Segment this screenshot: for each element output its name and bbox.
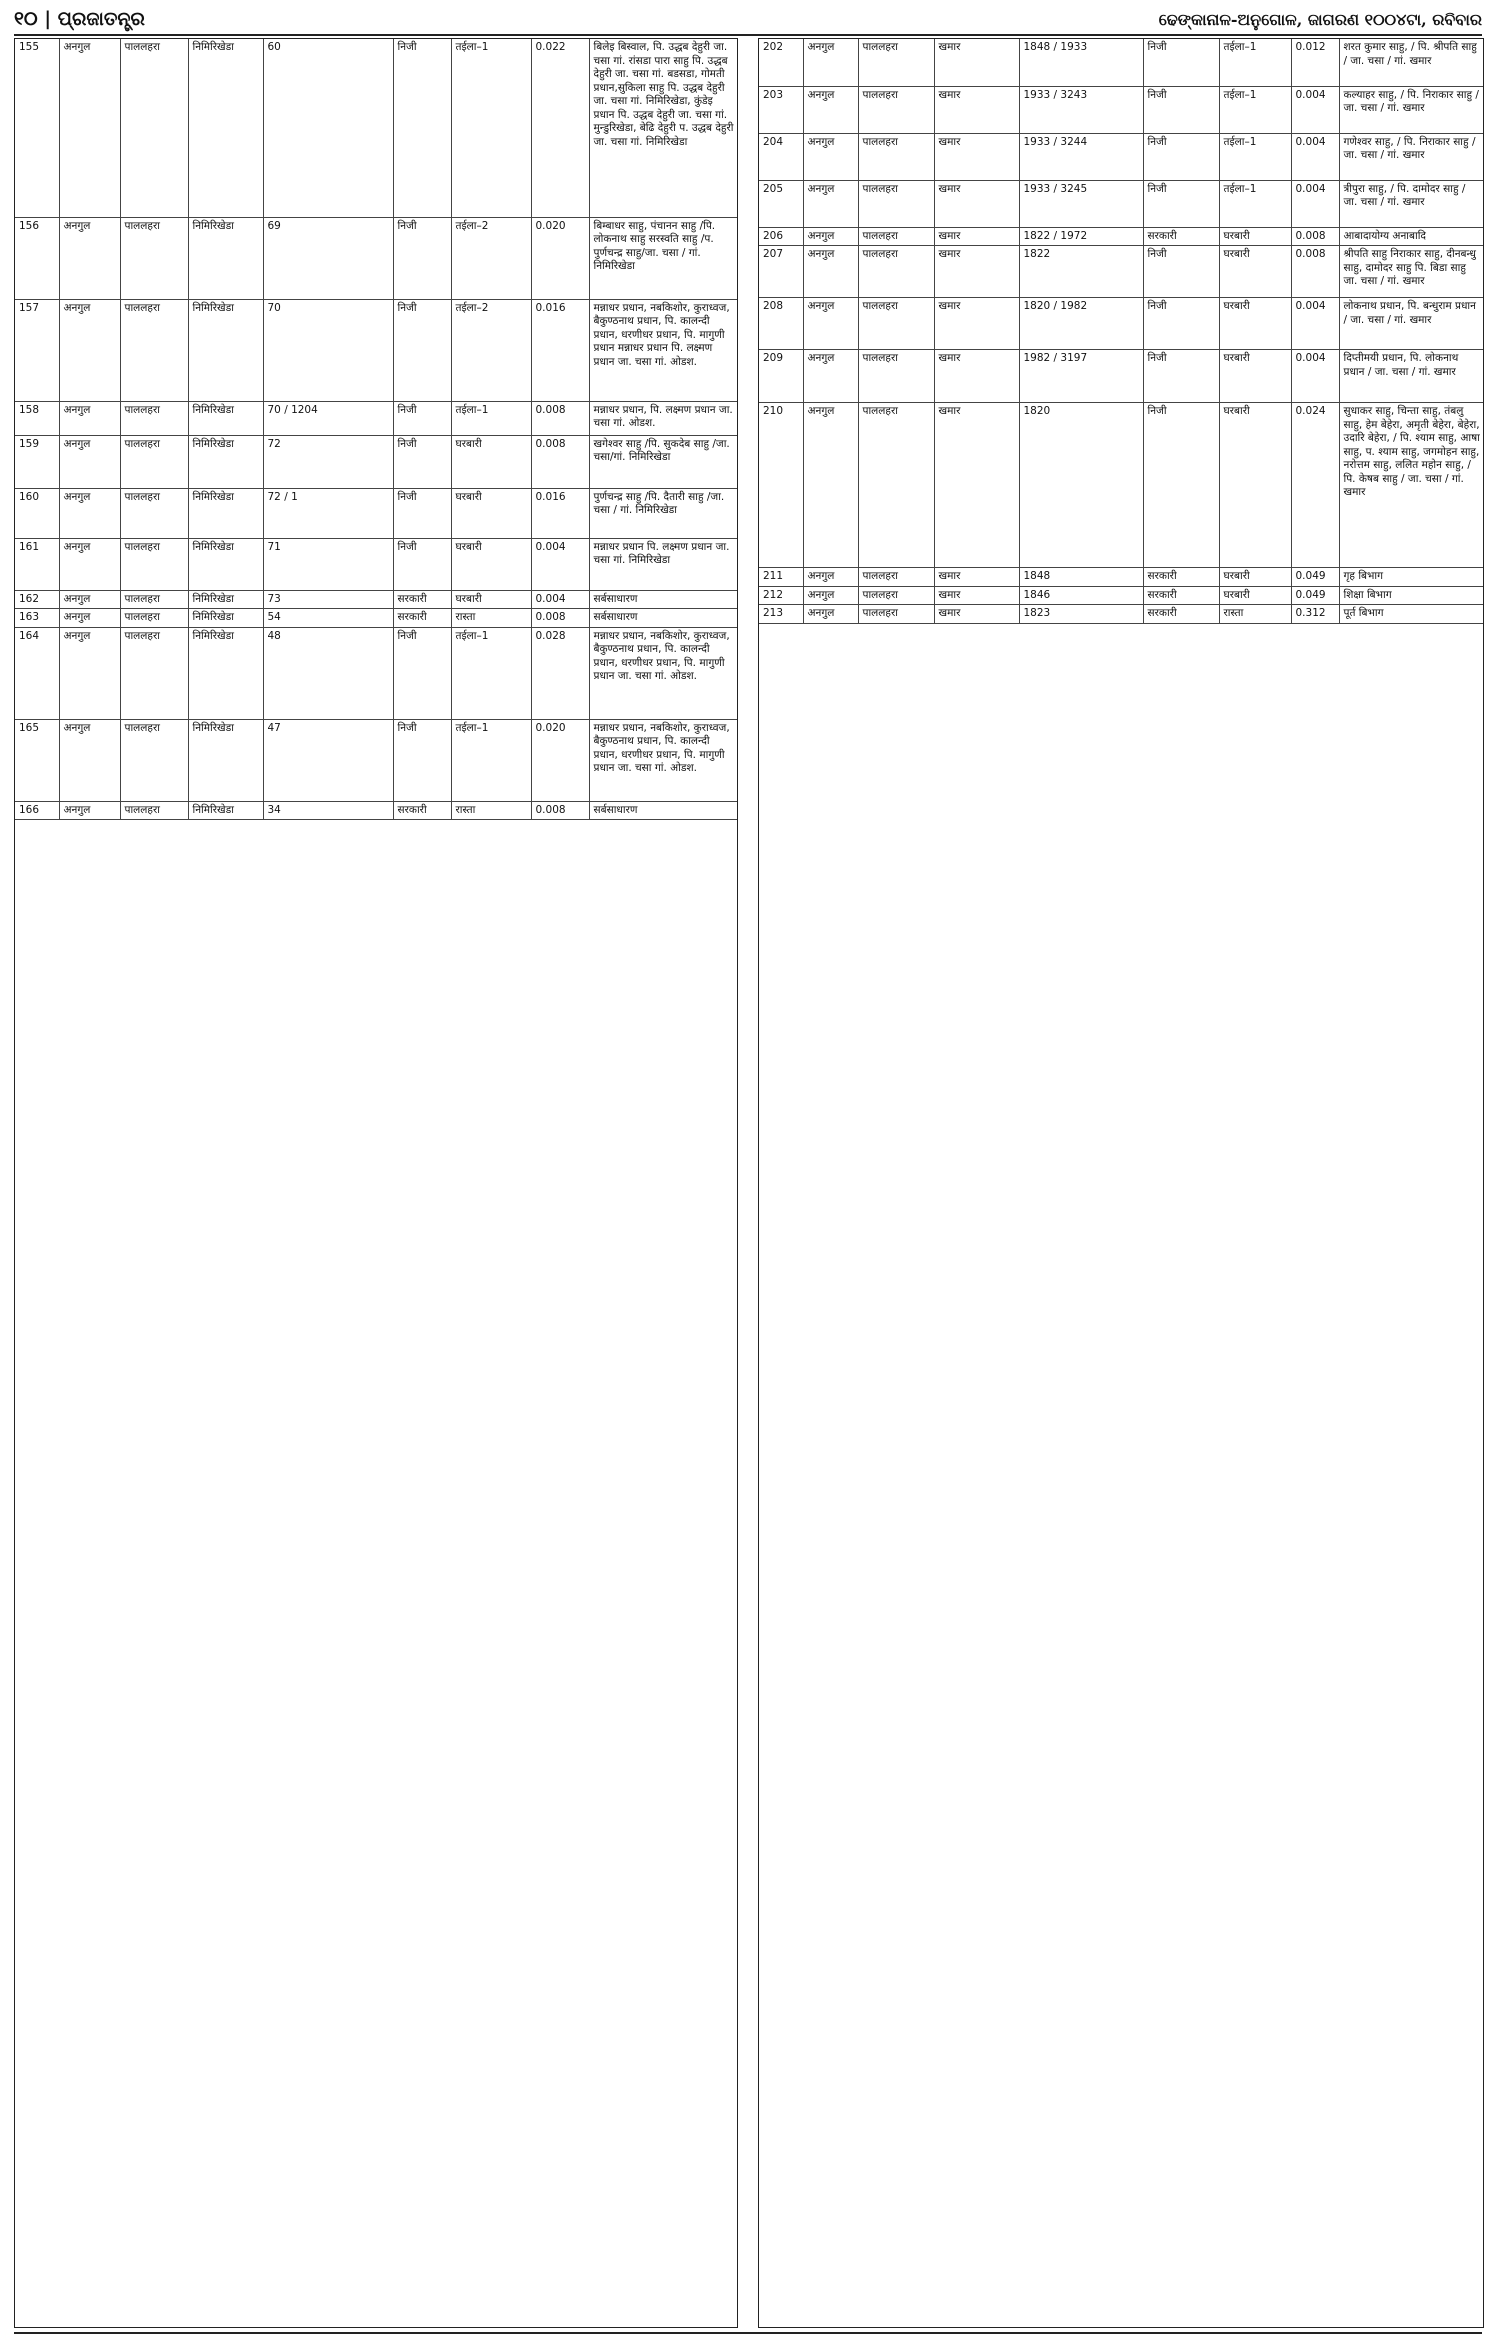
cell-sl: 157 (15, 299, 59, 401)
cell-district: अनगुल (59, 719, 120, 801)
cell-kisam: सरकारी (1143, 568, 1219, 587)
cell-area: 0.020 (531, 217, 589, 299)
cell-district: अनगुल (803, 133, 858, 180)
cell-plot: 72 / 1 (263, 488, 393, 538)
cell-kisam: निजी (393, 435, 451, 488)
cell-area: 0.020 (531, 719, 589, 801)
cell-sl: 159 (15, 435, 59, 488)
cell-district: अनगुल (59, 435, 120, 488)
cell-village: खमार (934, 605, 1019, 624)
right-table (759, 39, 1484, 624)
cell-village: खमार (934, 133, 1019, 180)
cell-owner: पूर्त बिभाग (1339, 605, 1484, 624)
cell-area: 0.008 (531, 401, 589, 435)
cell-district: अनगुल (803, 586, 858, 605)
cell-plot: 1848 / 1933 (1019, 39, 1143, 86)
table-row (759, 133, 1484, 180)
cell-plot: 71 (263, 538, 393, 590)
cell-village: निमिरिखेडा (188, 435, 263, 488)
cell-plot: 47 (263, 719, 393, 801)
cell-owner: सर्बसाधारण (589, 801, 738, 820)
cell-village: निमिरिखेडा (188, 538, 263, 590)
table-row (759, 350, 1484, 403)
cell-tahasil: पाललहरा (858, 605, 934, 624)
cell-land: तईला–1 (1219, 86, 1291, 133)
table-row (759, 605, 1484, 624)
cell-owner: मन्नाधर प्रधान, नबकिशोर, कुराध्वज, बैकुण्ठनाथ प्रधान, पि. कालन्दी प्रधान, धरणीधर प्रधान, पि. मागुणी प्रधान जा. चसा गां. ओडश. (589, 719, 738, 801)
cell-plot: 1823 (1019, 605, 1143, 624)
cell-sl: 160 (15, 488, 59, 538)
cell-plot: 34 (263, 801, 393, 820)
cell-district: अनगुल (803, 180, 858, 227)
cell-sl: 212 (759, 586, 803, 605)
cell-land: घरबारी (1219, 586, 1291, 605)
cell-land: घरबारी (1219, 568, 1291, 587)
cell-sl: 165 (15, 719, 59, 801)
cell-district: अनगुल (59, 590, 120, 609)
table-row (759, 298, 1484, 350)
cell-district: अनगुल (803, 605, 858, 624)
cell-kisam: निजी (393, 627, 451, 719)
cell-owner: बिम्बाधर साहु, पंचानन साहु /पि. लोकनाथ साहु सरस्वति साहु /प. पुर्णचन्द्र साहु/जा. चसा / गां. निमिरिखेडा (589, 217, 738, 299)
cell-tahasil: पाललहरा (858, 586, 934, 605)
cell-sl: 206 (759, 227, 803, 246)
cell-land: घरबारी (1219, 350, 1291, 403)
cell-sl: 204 (759, 133, 803, 180)
cell-land: घरबारी (451, 590, 531, 609)
cell-owner: खगेश्वर साहु /पि. सुकदेब साहु /जा. चसा/गां. निमिरिखेडा (589, 435, 738, 488)
table-row (759, 586, 1484, 605)
cell-kisam: सरकारी (393, 590, 451, 609)
cell-owner: मन्नाधर प्रधान, नबकिशोर, कुराध्वज, बैकुण्ठनाथ प्रधान, पि. कालन्दी प्रधान, धरणीधर प्रधान, पि. मागुणी प्रधान जा. चसा गां. ओडश. (589, 627, 738, 719)
cell-tahasil: पाललहरा (120, 590, 188, 609)
cell-area: 0.049 (1291, 586, 1339, 605)
left-table (15, 39, 738, 820)
cell-tahasil: पाललहरा (858, 133, 934, 180)
cell-owner: गणेश्वर साहु, / पि. निराकार साहु / जा. चसा / गां. खमार (1339, 133, 1484, 180)
cell-kisam: निजी (393, 39, 451, 217)
cell-district: अनगुल (59, 39, 120, 217)
cell-land: तईला–1 (451, 719, 531, 801)
cell-owner: शिक्षा बिभाग (1339, 586, 1484, 605)
cell-tahasil: पाललहरा (120, 39, 188, 217)
cell-kisam: निजी (1143, 403, 1219, 568)
cell-area: 0.008 (1291, 227, 1339, 246)
cell-sl: 213 (759, 605, 803, 624)
cell-area: 0.004 (531, 538, 589, 590)
cell-area: 0.008 (531, 435, 589, 488)
cell-land: घरबारी (1219, 298, 1291, 350)
cell-tahasil: पाललहरा (120, 488, 188, 538)
cell-plot: 1848 (1019, 568, 1143, 587)
cell-sl: 164 (15, 627, 59, 719)
cell-area: 0.028 (531, 627, 589, 719)
table-row (759, 227, 1484, 246)
table-row (759, 39, 1484, 86)
cell-land: रास्ता (1219, 605, 1291, 624)
cell-sl: 155 (15, 39, 59, 217)
cell-district: अनगुल (59, 217, 120, 299)
cell-land: रास्ता (451, 801, 531, 820)
cell-plot: 1820 (1019, 403, 1143, 568)
cell-tahasil: पाललहरा (858, 350, 934, 403)
cell-kisam: सरकारी (393, 609, 451, 628)
cell-tahasil: पाललहरा (858, 403, 934, 568)
table-row (759, 568, 1484, 587)
cell-sl: 202 (759, 39, 803, 86)
cell-district: अनगुल (59, 488, 120, 538)
cell-area: 0.016 (531, 299, 589, 401)
cell-area: 0.022 (531, 39, 589, 217)
cell-owner: पुर्णचन्द्र साहु /पि. दैतारी साहु /जा. चसा / गां. निमिरिखेडा (589, 488, 738, 538)
cell-owner: सुधाकर साहु, चिन्ता साहु, तंबलु साहु, हेम बेहेरा, अमृती बेहेरा, बेहेरा, उदारि बेहेरा, / पि. श्याम साहु, आषा साहु, प. श्याम साहु, जगमोहन साहु, नरोत्तम साहु, ललित महोन साहु, / पि. केषब साहु / जा. चसा / गां. खमार (1339, 403, 1484, 568)
cell-district: अनगुल (59, 627, 120, 719)
cell-kisam: निजी (1143, 298, 1219, 350)
cell-land: तईला–1 (451, 627, 531, 719)
cell-land: रास्ता (451, 609, 531, 628)
cell-tahasil: पाललहरा (120, 538, 188, 590)
cell-sl: 207 (759, 246, 803, 298)
cell-village: खमार (934, 586, 1019, 605)
cell-village: खमार (934, 298, 1019, 350)
cell-sl: 156 (15, 217, 59, 299)
cell-district: अनगुल (59, 538, 120, 590)
left-land-records-table (14, 38, 738, 2328)
cell-owner: दिप्तीमयी प्रधान, पि. लोकनाथ प्रधान / जा. चसा / गां. खमार (1339, 350, 1484, 403)
cell-plot: 1820 / 1982 (1019, 298, 1143, 350)
table-row (15, 627, 738, 719)
cell-tahasil: पाललहरा (858, 298, 934, 350)
cell-sl: 209 (759, 350, 803, 403)
table-row (15, 217, 738, 299)
cell-village: निमिरिखेडा (188, 401, 263, 435)
cell-kisam: निजी (393, 401, 451, 435)
cell-sl: 166 (15, 801, 59, 820)
cell-village: खमार (934, 39, 1019, 86)
cell-owner: मन्नाधर प्रधान, नबकिशोर, कुराध्वज, बैकुण्ठनाथ प्रधान, पि. कालन्दी प्रधान, धरणीधर प्रधान, पि. मागुणी प्रधान मन्नाधर प्रधान पि. लक्ष्मण प्रधान जा. चसा गां. ओडश. (589, 299, 738, 401)
cell-owner: बिलेइ बिस्वाल, पि. उद्धब देहुरी जा. चसा गां. रांसडा पारा साहु पि. उद्धब देहुरी जा. चसा गां. बडसडा, गोमती प्रधान,सुकिला साहु पि. उद्धब देहुरी जा. चसा गां. निमिरिखेडा, कुंडेइ प्रधान पि. उद्धब देहुरी जा. चसा गां. मुन्डुरिखेडा, बेढि देहुरी प. उद्धब देहुरी जा. चसा गां. निमिरिखेडा (589, 39, 738, 217)
cell-owner: त्रीपुरा साहु, / पि. दामोदर साहु / जा. चसा / गां. खमार (1339, 180, 1484, 227)
cell-area: 0.008 (531, 801, 589, 820)
cell-plot: 70 (263, 299, 393, 401)
cell-village: खमार (934, 403, 1019, 568)
cell-land: घरबारी (1219, 227, 1291, 246)
table-row (15, 39, 738, 217)
cell-district: अनगुल (59, 801, 120, 820)
cell-plot: 1822 / 1972 (1019, 227, 1143, 246)
cell-land: तईला–1 (451, 401, 531, 435)
page-header (14, 6, 1482, 36)
cell-land: घरबारी (451, 488, 531, 538)
table-row (15, 401, 738, 435)
cell-district: अनगुल (59, 299, 120, 401)
cell-plot: 72 (263, 435, 393, 488)
cell-kisam: निजी (1143, 133, 1219, 180)
table-row (15, 488, 738, 538)
cell-tahasil: पाललहरा (120, 609, 188, 628)
cell-village: निमिरिखेडा (188, 217, 263, 299)
cell-area: 0.004 (1291, 180, 1339, 227)
cell-land: घरबारी (451, 538, 531, 590)
cell-owner: मन्नाधर प्रधान पि. लक्ष्मण प्रधान जा. चसा गां. निमिरिखेडा (589, 538, 738, 590)
cell-land: घरबारी (1219, 403, 1291, 568)
cell-district: अनगुल (803, 350, 858, 403)
cell-village: निमिरिखेडा (188, 801, 263, 820)
right-land-records-table (758, 38, 1484, 2328)
cell-village: खमार (934, 246, 1019, 298)
cell-kisam: सरकारी (1143, 586, 1219, 605)
cell-land: घरबारी (1219, 246, 1291, 298)
cell-plot: 73 (263, 590, 393, 609)
cell-area: 0.004 (1291, 350, 1339, 403)
cell-area: 0.016 (531, 488, 589, 538)
cell-district: अनगुल (803, 227, 858, 246)
cell-area: 0.004 (1291, 86, 1339, 133)
cell-plot: 1933 / 3243 (1019, 86, 1143, 133)
cell-plot: 54 (263, 609, 393, 628)
cell-district: अनगुल (803, 246, 858, 298)
cell-tahasil: पाललहरा (120, 299, 188, 401)
cell-plot: 48 (263, 627, 393, 719)
cell-plot: 1982 / 3197 (1019, 350, 1143, 403)
table-row (759, 403, 1484, 568)
cell-sl: 162 (15, 590, 59, 609)
cell-tahasil: पाललहरा (120, 719, 188, 801)
cell-tahasil: पाललहरा (858, 246, 934, 298)
cell-owner: श्रीपति साहु निराकार साहु, दीनबन्धु साहु, दामोदर साहु पि. बिडा साहु जा. चसा / गां. खमार (1339, 246, 1484, 298)
cell-land: तईला–2 (451, 299, 531, 401)
cell-kisam: सरकारी (1143, 227, 1219, 246)
cell-area: 0.012 (1291, 39, 1339, 86)
table-row (759, 246, 1484, 298)
cell-kisam: निजी (393, 488, 451, 538)
cell-sl: 211 (759, 568, 803, 587)
cell-sl: 203 (759, 86, 803, 133)
cell-area: 0.004 (531, 590, 589, 609)
cell-tahasil: पाललहरा (120, 401, 188, 435)
cell-kisam: निजी (1143, 350, 1219, 403)
cell-village: निमिरिखेडा (188, 39, 263, 217)
cell-kisam: सरकारी (393, 801, 451, 820)
cell-area: 0.049 (1291, 568, 1339, 587)
cell-plot: 70 / 1204 (263, 401, 393, 435)
cell-land: तईला–2 (451, 217, 531, 299)
cell-plot: 60 (263, 39, 393, 217)
cell-district: अनगुल (803, 39, 858, 86)
cell-area: 0.008 (1291, 246, 1339, 298)
cell-area: 0.004 (1291, 133, 1339, 180)
cell-district: अनगुल (803, 568, 858, 587)
cell-kisam: निजी (1143, 246, 1219, 298)
cell-sl: 161 (15, 538, 59, 590)
cell-kisam: निजी (1143, 86, 1219, 133)
cell-village: निमिरिखेडा (188, 488, 263, 538)
table-row (15, 609, 738, 628)
cell-land: तईला–1 (1219, 39, 1291, 86)
cell-kisam: निजी (1143, 180, 1219, 227)
cell-area: 0.004 (1291, 298, 1339, 350)
cell-area: 0.312 (1291, 605, 1339, 624)
cell-plot: 69 (263, 217, 393, 299)
cell-tahasil: पाललहरा (858, 568, 934, 587)
cell-tahasil: पाललहरा (858, 227, 934, 246)
cell-kisam: निजी (1143, 39, 1219, 86)
cell-village: खमार (934, 350, 1019, 403)
cell-tahasil: पाललहरा (858, 86, 934, 133)
cell-tahasil: पाललहरा (120, 801, 188, 820)
cell-kisam: निजी (393, 299, 451, 401)
cell-plot: 1846 (1019, 586, 1143, 605)
cell-tahasil: पाललहरा (120, 435, 188, 488)
cell-tahasil: पाललहरा (120, 217, 188, 299)
cell-land: तईला–1 (451, 39, 531, 217)
cell-district: अनगुल (59, 401, 120, 435)
cell-owner: मन्नाधर प्रधान, पि. लक्ष्मण प्रधान जा. चसा गां. ओडश. (589, 401, 738, 435)
cell-area: 0.024 (1291, 403, 1339, 568)
cell-district: अनगुल (59, 609, 120, 628)
cell-sl: 208 (759, 298, 803, 350)
cell-sl: 158 (15, 401, 59, 435)
cell-village: खमार (934, 180, 1019, 227)
cell-village: निमिरिखेडा (188, 609, 263, 628)
cell-area: 0.008 (531, 609, 589, 628)
table-row (759, 86, 1484, 133)
cell-kisam: सरकारी (1143, 605, 1219, 624)
cell-plot: 1933 / 3244 (1019, 133, 1143, 180)
table-row (15, 435, 738, 488)
table-row (15, 719, 738, 801)
cell-owner: लोकनाथ प्रधान, पि. बन्धुराम प्रधान / जा. चसा / गां. खमार (1339, 298, 1484, 350)
cell-land: तईला–1 (1219, 133, 1291, 180)
cell-land: तईला–1 (1219, 180, 1291, 227)
cell-plot: 1933 / 3245 (1019, 180, 1143, 227)
cell-district: अनगुल (803, 403, 858, 568)
page-bottom-rule (14, 2332, 1482, 2334)
cell-sl: 210 (759, 403, 803, 568)
cell-district: अनगुल (803, 86, 858, 133)
cell-village: खमार (934, 86, 1019, 133)
cell-tahasil: पाललहरा (858, 180, 934, 227)
cell-sl: 163 (15, 609, 59, 628)
cell-village: निमिरिखेडा (188, 627, 263, 719)
cell-kisam: निजी (393, 217, 451, 299)
cell-village: खमार (934, 568, 1019, 587)
cell-sl: 205 (759, 180, 803, 227)
table-row (15, 299, 738, 401)
cell-land: घरबारी (451, 435, 531, 488)
table-row (15, 538, 738, 590)
edition-dateline: ଢେଙ୍କାନାଳ-ଅନୁଗୋଳ, ଜାଗରଣ ୧୦୦୪ଟା, ରବିବାର (1158, 10, 1482, 29)
cell-owner: गृह बिभाग (1339, 568, 1484, 587)
cell-village: निमिरिखेडा (188, 719, 263, 801)
cell-owner: शरत कुमार साहु, / पि. श्रीपति साहु / जा. चसा / गां. खमार (1339, 39, 1484, 86)
cell-kisam: निजी (393, 538, 451, 590)
cell-owner: सर्बसाधारण (589, 590, 738, 609)
cell-tahasil: पाललहरा (858, 39, 934, 86)
table-row (759, 180, 1484, 227)
table-row (15, 801, 738, 820)
cell-district: अनगुल (803, 298, 858, 350)
cell-owner: सर्बसाधारण (589, 609, 738, 628)
cell-village: निमिरिखेडा (188, 590, 263, 609)
table-row (15, 590, 738, 609)
cell-kisam: निजी (393, 719, 451, 801)
cell-plot: 1822 (1019, 246, 1143, 298)
cell-owner: कल्याहर साहु, / पि. निराकार साहु / जा. चसा / गां. खमार (1339, 86, 1484, 133)
cell-village: खमार (934, 227, 1019, 246)
cell-owner: आबादायोग्य अनाबादि (1339, 227, 1484, 246)
page-number-masthead: ୧୦ | ପ୍ରଜାତନ୍ତ୍ର (14, 8, 145, 30)
cell-village: निमिरिखेडा (188, 299, 263, 401)
cell-tahasil: पाललहरा (120, 627, 188, 719)
